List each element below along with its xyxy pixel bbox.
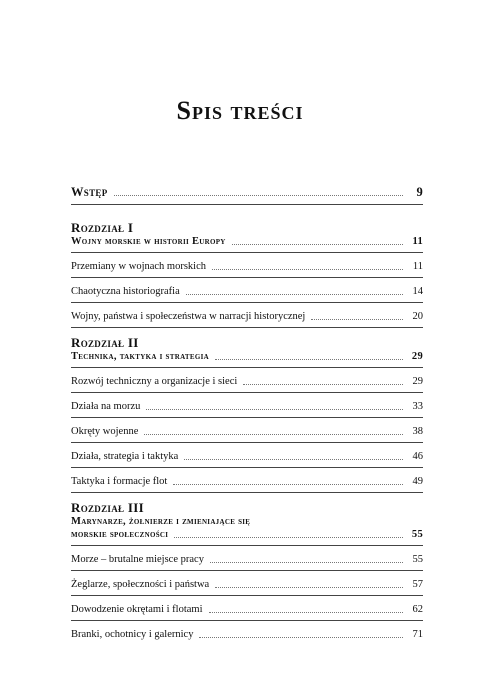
chapter-heading-label: Wojny morskie w historii Europy xyxy=(71,236,226,247)
chapter-heading xyxy=(71,235,423,252)
toc-entry xyxy=(71,571,423,595)
toc-entry-page: 62 xyxy=(412,604,423,615)
dot-leader xyxy=(144,434,403,435)
chapter-heading xyxy=(71,350,423,367)
chapter-heading-page: 11 xyxy=(412,236,423,247)
dot-leader xyxy=(212,269,403,270)
toc-entry xyxy=(71,253,423,277)
toc-entry-label: Rozwój techniczny a organizacje i sieci xyxy=(71,376,238,387)
chapter-title: Rozdział I xyxy=(71,220,134,235)
toc-entry-label: Działa, strategia i taktyka xyxy=(71,451,179,462)
toc-entry xyxy=(71,368,423,392)
toc-entry xyxy=(71,418,423,442)
dot-leader xyxy=(186,294,403,295)
dot-leader xyxy=(243,384,403,385)
dot-leader xyxy=(184,459,403,460)
chapter-3 xyxy=(71,493,423,645)
dot-leader xyxy=(114,195,403,196)
page-title: Spis treści xyxy=(176,96,304,125)
toc-entry-label: Wojny, państwa i społeczeństwa w narracji historycznej xyxy=(71,311,306,322)
dot-leader xyxy=(210,562,403,563)
toc-entry xyxy=(71,278,423,302)
toc-entry-label: Chaotyczna historiografia xyxy=(71,286,180,297)
chapter-2 xyxy=(71,328,423,493)
chapter-heading-label: Technika, taktyka i strategia xyxy=(71,351,209,362)
toc-entry-label: Morze – brutalne miejsce pracy xyxy=(71,554,204,565)
toc-entry-page: 9 xyxy=(416,185,423,199)
table-of-contents xyxy=(71,186,423,645)
dot-leader xyxy=(173,484,403,485)
toc-entry-page: 33 xyxy=(412,401,423,412)
toc-entry-page: 71 xyxy=(412,629,423,640)
dot-leader xyxy=(199,637,403,638)
dot-leader xyxy=(146,409,403,410)
toc-entry xyxy=(71,303,423,327)
toc-entry-label: Przemiany w wojnach morskich xyxy=(71,261,207,272)
toc-entry-label: Taktyka i formacje flot xyxy=(71,476,168,487)
toc-entry-page: 49 xyxy=(412,476,423,487)
dot-leader xyxy=(174,537,403,538)
toc-entry-page: 55 xyxy=(412,554,423,565)
toc-entry-page: 38 xyxy=(412,426,423,437)
chapter-title: Rozdział II xyxy=(71,335,139,350)
toc-entry-label: Branki, ochotnicy i galernicy xyxy=(71,629,194,640)
chapter-heading-page: 29 xyxy=(411,351,423,362)
toc-entry-page: 57 xyxy=(412,579,423,590)
toc-entry xyxy=(71,393,423,417)
chapter-1 xyxy=(71,205,423,328)
toc-entry xyxy=(71,443,423,467)
dot-leader xyxy=(215,587,403,588)
chapter-title: Rozdział III xyxy=(71,500,144,515)
toc-entry-page: 14 xyxy=(412,286,423,297)
toc-entry xyxy=(71,621,423,645)
toc-entry-label: Żeglarze, społeczności i państwa xyxy=(71,579,210,590)
toc-entry-label: Działa na morzu xyxy=(71,401,141,412)
toc-entry xyxy=(71,596,423,620)
toc-entry-page: 20 xyxy=(412,311,423,322)
toc-entry xyxy=(71,546,423,570)
toc-entry-label: Dowodzenie okrętami i flotami xyxy=(71,604,203,615)
chapter-heading-label: morskie społeczności xyxy=(71,529,169,540)
toc-entry-label: Wstęp xyxy=(71,185,108,199)
dot-leader xyxy=(209,612,403,613)
chapter-heading-page: 55 xyxy=(411,529,423,540)
chapter-heading-line-1: Marynarze, żołnierze i zmieniające się xyxy=(71,516,251,527)
dot-leader xyxy=(311,319,403,320)
dot-leader xyxy=(215,359,403,360)
toc-entry-page: 11 xyxy=(412,261,423,272)
dot-leader xyxy=(232,244,403,245)
chapter-heading xyxy=(71,528,423,545)
toc-entry-page: 46 xyxy=(412,451,423,462)
toc-entry-label: Okręty wojenne xyxy=(71,426,139,437)
toc-entry-page: 29 xyxy=(412,376,423,387)
toc-entry xyxy=(71,468,423,492)
toc-entry-intro xyxy=(71,186,423,204)
